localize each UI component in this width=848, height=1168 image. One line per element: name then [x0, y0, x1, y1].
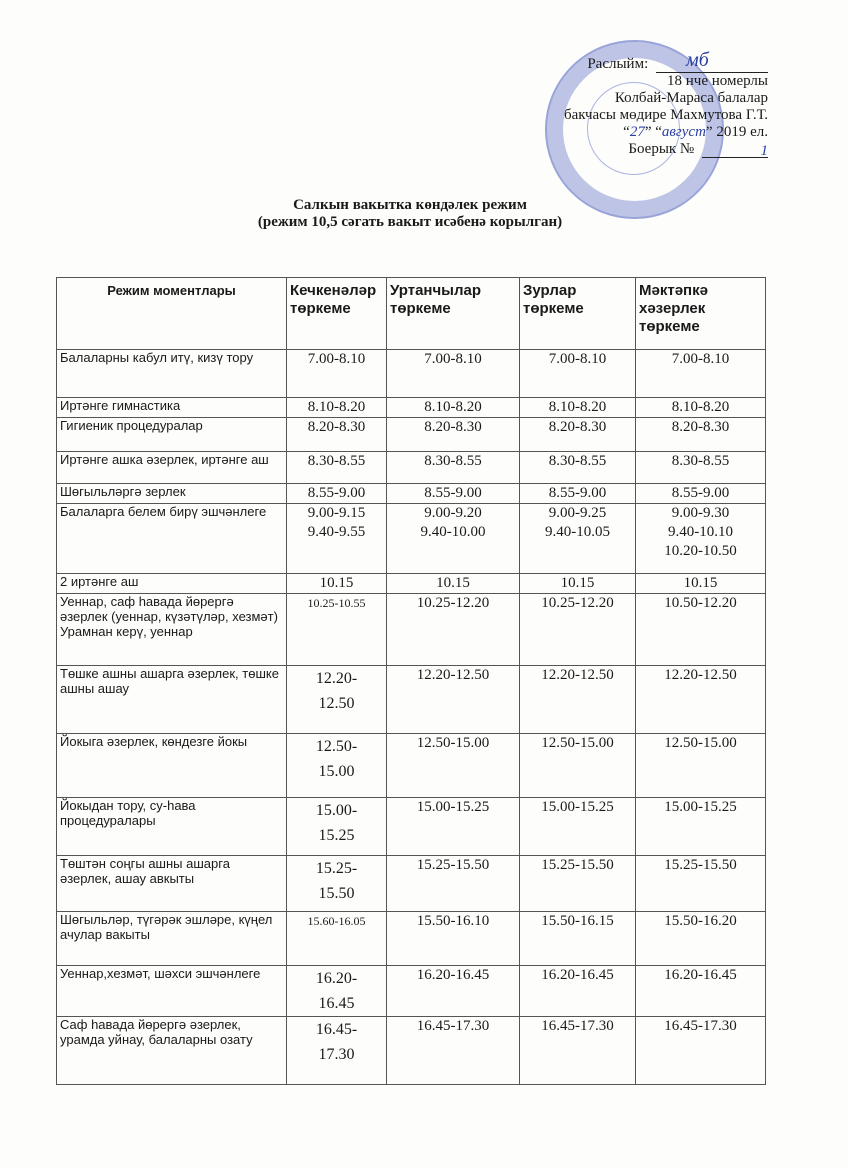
table-row — [57, 484, 766, 504]
time-cell — [387, 666, 520, 734]
moment-label-line: Төшке ашны ашарга әзерлек, төшке ашны ашау — [60, 666, 279, 696]
time-value: 15.25-15.50 — [416, 857, 490, 873]
moment-label-line: 2 иртәнге аш — [60, 574, 139, 589]
moment-label — [57, 504, 287, 574]
time-cell — [387, 734, 520, 798]
table-row — [57, 574, 766, 594]
time-cell — [287, 504, 387, 574]
time-cell — [520, 966, 636, 1017]
header-group-young: Кечкенәләр төркеме — [287, 278, 387, 350]
order-label: Боерык № — [628, 141, 695, 157]
time-cell — [287, 856, 387, 912]
time-value: 8.10-8.20 — [548, 399, 607, 415]
time-cell — [287, 452, 387, 484]
time-cell — [636, 912, 766, 966]
approval-date: “27” “август” 2019 ел. — [623, 124, 768, 140]
time-cell — [636, 452, 766, 484]
date-month: август — [661, 124, 706, 140]
time-value: 15.00 — [318, 763, 355, 780]
table-row — [57, 418, 766, 452]
time-value: 7.00-8.10 — [548, 351, 607, 367]
time-cell — [636, 966, 766, 1017]
moment-label — [57, 594, 287, 666]
header-group-middle: Уртанчылар төркеме — [387, 278, 520, 350]
time-value: 12.50 — [318, 695, 355, 712]
time-cell — [520, 418, 636, 452]
time-cell — [520, 574, 636, 594]
time-value: 10.25-12.20 — [416, 595, 490, 611]
document-subtitle: (режим 10,5 сәгать вакыт исәбенә корылган) — [257, 214, 563, 230]
time-value: 8.10-8.20 — [307, 399, 366, 415]
time-value: 15.60-16.05 — [307, 914, 366, 928]
time-cell — [387, 856, 520, 912]
time-value: 16.20-16.45 — [416, 967, 490, 983]
time-cell — [636, 484, 766, 504]
time-cell — [520, 398, 636, 418]
moment-label-line: Шөгыльләр, түгәрәк эшләре, күңел ачулар вакыты — [60, 912, 273, 942]
time-value: 17.30 — [318, 1046, 355, 1063]
time-value: 8.55-9.00 — [671, 485, 730, 501]
time-cell — [287, 574, 387, 594]
time-value: 9.00-9.15 — [307, 505, 366, 521]
time-cell — [520, 734, 636, 798]
handwritten-signature: мб — [686, 49, 709, 71]
time-value: 12.20-12.50 — [664, 667, 737, 683]
time-cell — [387, 1017, 520, 1085]
time-cell — [287, 1017, 387, 1085]
time-value: 16.20-16.45 — [664, 967, 737, 983]
moment-label — [57, 734, 287, 798]
time-value: 8.30-8.55 — [424, 453, 482, 469]
time-value: 15.50 — [318, 885, 355, 902]
time-value: 9.40-9.55 — [307, 524, 366, 540]
time-cell — [636, 418, 766, 452]
time-cell — [520, 798, 636, 856]
approval-line-2: 18 нче номерлы — [667, 73, 768, 89]
table-row — [57, 594, 766, 666]
time-value: 12.50-15.00 — [416, 735, 490, 751]
approval-line-1 — [508, 49, 768, 73]
time-value: 8.10-8.20 — [671, 399, 730, 415]
time-value: 16.45-17.30 — [541, 1018, 614, 1034]
time-value: 10.15 — [560, 575, 595, 591]
moment-label-line: Йокыдан тору, су-һава процедуралары — [60, 798, 196, 828]
signature-line — [656, 49, 768, 73]
order-line — [508, 141, 768, 158]
time-value: 8.20-8.30 — [548, 419, 607, 435]
moment-label-line: Иртәнге гимнастика — [60, 398, 181, 413]
moment-label — [57, 798, 287, 856]
time-value: 16.45-17.30 — [416, 1018, 490, 1034]
time-cell — [520, 504, 636, 574]
time-cell — [520, 452, 636, 484]
time-cell — [387, 594, 520, 666]
time-value: 10.15 — [436, 575, 470, 591]
moment-label — [57, 350, 287, 398]
time-value: 8.10-8.20 — [424, 399, 482, 415]
moment-label — [57, 398, 287, 418]
time-value: 8.20-8.30 — [424, 419, 482, 435]
time-value: 12.20- — [315, 670, 358, 687]
time-value: 8.20-8.30 — [307, 419, 366, 435]
time-value: 8.30-8.55 — [671, 453, 730, 469]
time-cell — [387, 912, 520, 966]
time-cell — [636, 666, 766, 734]
moment-label — [57, 666, 287, 734]
time-value: 16.20- — [315, 970, 358, 987]
time-value: 10.20-10.50 — [664, 543, 737, 559]
time-value: 10.25-12.20 — [541, 595, 614, 611]
moment-label-line: Уеннар, саф һавада йөрергә әзерлек (уеннар, күзәтүләр, хезмәт) — [60, 594, 278, 624]
moment-label-line: Төштән соңгы ашны ашарга әзерлек, ашау авкыты — [60, 856, 230, 886]
table-row — [57, 666, 766, 734]
schedule-body — [57, 350, 766, 1085]
approval-block — [508, 49, 768, 159]
moment-label — [57, 912, 287, 966]
header-group-preschool: Мәктәпкә хәзерлек төркеме — [636, 278, 766, 350]
time-value: 15.25-15.50 — [541, 857, 614, 873]
order-number: 1 — [760, 143, 768, 159]
moment-label — [57, 1017, 287, 1085]
time-cell — [636, 350, 766, 398]
moment-label — [57, 418, 287, 452]
time-cell — [287, 350, 387, 398]
header-row — [57, 278, 766, 350]
time-value: 7.00-8.10 — [307, 351, 366, 367]
time-value: 12.20-12.50 — [416, 667, 490, 683]
table-row — [57, 350, 766, 398]
table-row — [57, 798, 766, 856]
time-value: 15.00-15.25 — [664, 799, 737, 815]
time-value: 8.55-9.00 — [424, 485, 482, 501]
time-cell — [520, 484, 636, 504]
time-cell — [636, 574, 766, 594]
time-value: 8.55-9.00 — [307, 485, 366, 501]
time-cell — [520, 666, 636, 734]
time-value: 9.00-9.30 — [671, 505, 730, 521]
time-cell — [520, 1017, 636, 1085]
time-value: 15.00-15.25 — [541, 799, 614, 815]
time-value: 15.50-16.10 — [416, 913, 490, 929]
approved-label: Раслыйм: — [587, 56, 649, 72]
time-value: 10.25-10.55 — [307, 596, 366, 610]
time-cell — [387, 350, 520, 398]
time-cell — [636, 856, 766, 912]
moment-label-line: Шөгыльләргә зерлек — [60, 484, 186, 499]
document-title: Салкын вакытка көндәлек режим — [293, 197, 527, 213]
table-row — [57, 1017, 766, 1085]
date-year: 2019 ел. — [716, 124, 768, 140]
table-row — [57, 734, 766, 798]
moment-label-line: Саф һавада йөрергә әзерлек, урамда уйнау, балаларны озату — [60, 1017, 253, 1047]
time-value: 8.30-8.55 — [307, 453, 366, 469]
time-value: 16.45 — [318, 995, 355, 1012]
time-value: 9.00-9.20 — [424, 505, 482, 521]
moment-label — [57, 452, 287, 484]
moment-label — [57, 856, 287, 912]
moment-label-line: Иртәнге ашка әзерлек, иртәнге аш — [60, 452, 269, 467]
time-cell — [387, 504, 520, 574]
time-cell — [387, 418, 520, 452]
time-cell — [287, 734, 387, 798]
time-value: 7.00-8.10 — [671, 351, 730, 367]
date-day: 27 — [629, 124, 645, 140]
time-cell — [387, 484, 520, 504]
time-cell — [287, 966, 387, 1017]
header-moments: Режим моментлары — [57, 278, 287, 350]
time-value: 9.40-10.10 — [668, 524, 733, 540]
time-cell — [636, 798, 766, 856]
time-value: 8.55-9.00 — [548, 485, 607, 501]
time-cell — [387, 798, 520, 856]
moment-label — [57, 966, 287, 1017]
time-value: 12.50-15.00 — [541, 735, 614, 751]
time-value: 9.40-10.05 — [545, 524, 610, 540]
time-value: 9.40-10.00 — [420, 524, 486, 540]
time-value: 16.45- — [315, 1021, 358, 1038]
time-value: 9.00-9.25 — [548, 505, 607, 521]
moment-label-line: Уеннар,хезмәт, шәхси эшчәнлеге — [60, 966, 261, 981]
time-cell — [387, 574, 520, 594]
time-value: 15.00- — [315, 802, 358, 819]
order-number-line — [702, 143, 768, 158]
table-row — [57, 504, 766, 574]
time-value: 15.00-15.25 — [416, 799, 490, 815]
time-cell — [387, 966, 520, 1017]
time-cell — [287, 398, 387, 418]
time-cell — [387, 398, 520, 418]
moment-label-line: Гигиеник процедуралар — [60, 418, 203, 433]
table-row — [57, 398, 766, 418]
time-value: 16.20-16.45 — [541, 967, 614, 983]
time-cell — [520, 594, 636, 666]
time-cell — [287, 418, 387, 452]
time-value: 15.25-15.50 — [664, 857, 737, 873]
time-cell — [636, 504, 766, 574]
table-row — [57, 452, 766, 484]
time-value: 8.20-8.30 — [671, 419, 730, 435]
table-row — [57, 966, 766, 1017]
time-value: 15.25- — [315, 860, 358, 877]
time-value: 15.25 — [318, 827, 355, 844]
schedule-table — [56, 277, 766, 1085]
approval-line-3: Колбай-Мараса балалар — [614, 90, 768, 106]
time-cell — [287, 798, 387, 856]
moment-label-line: Балаларга белем бирү эшчәнлеге — [60, 504, 267, 519]
time-cell — [636, 1017, 766, 1085]
time-value: 12.50-15.00 — [664, 735, 737, 751]
time-cell — [520, 856, 636, 912]
time-cell — [387, 452, 520, 484]
time-value: 12.20-12.50 — [541, 667, 614, 683]
header-group-senior: Зурлар төркеме — [520, 278, 636, 350]
moment-label-line: Йокыга әзерлек, көндезге йокы — [60, 734, 248, 749]
time-cell — [636, 594, 766, 666]
moment-label — [57, 484, 287, 504]
time-cell — [520, 912, 636, 966]
time-cell — [287, 484, 387, 504]
time-value: 7.00-8.10 — [424, 351, 482, 367]
time-cell — [287, 594, 387, 666]
time-value: 15.50-16.15 — [541, 913, 614, 929]
approval-line-4: бакчасы мөдире Махмутова Г.Т. — [563, 107, 768, 123]
table-row — [57, 856, 766, 912]
time-value: 16.45-17.30 — [664, 1018, 737, 1034]
time-cell — [636, 398, 766, 418]
moment-label — [57, 574, 287, 594]
time-value: 10.15 — [319, 575, 354, 591]
moment-label-line: Урамнан керү, уеннар — [60, 624, 193, 639]
time-value: 10.50-12.20 — [664, 595, 737, 611]
time-value: 10.15 — [683, 575, 718, 591]
time-value: 12.50- — [315, 738, 358, 755]
moment-label-line: Балаларны кабул итү, кизү тору — [60, 350, 254, 365]
time-cell — [520, 350, 636, 398]
time-cell — [287, 912, 387, 966]
time-value: 8.30-8.55 — [548, 453, 607, 469]
time-cell — [636, 734, 766, 798]
time-cell — [287, 666, 387, 734]
time-value: 15.50-16.20 — [664, 913, 737, 929]
table-row — [57, 912, 766, 966]
